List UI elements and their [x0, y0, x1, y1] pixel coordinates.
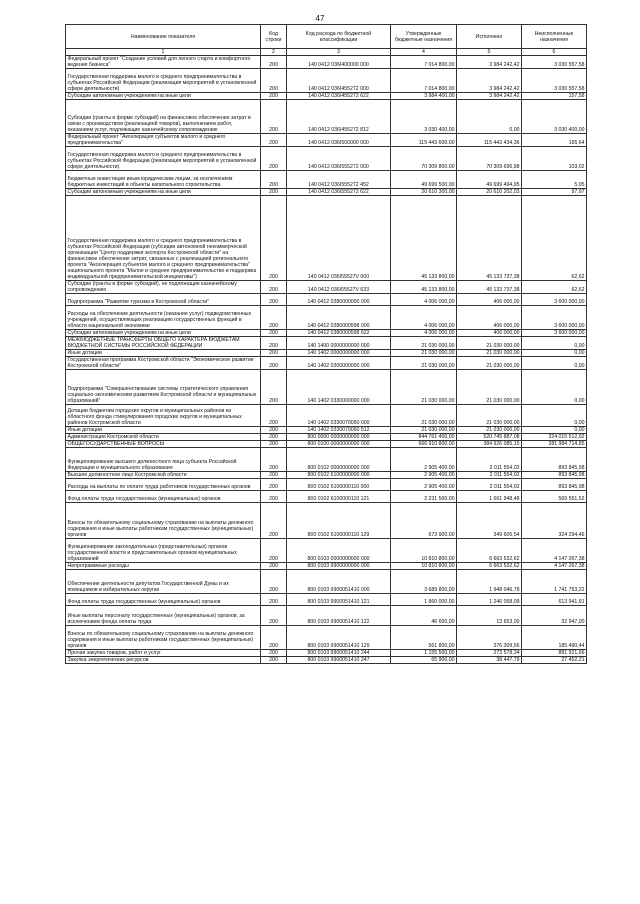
- row-budget-code: 800 0100 0000000000 000: [287, 441, 391, 448]
- table-row: [66, 171, 587, 189]
- row-budget-code: 800 0103 9900051410 247: [287, 657, 391, 664]
- row-approved: 844 761 400,00: [391, 434, 457, 441]
- row-name: Взносы по обязательному социальному страхованию на выплаты денежного содержания и иные выплаты работникам государственных (муниципальных) органов: [66, 503, 261, 539]
- row-budget-code: 140 1402 0330070050 512: [287, 427, 391, 434]
- row-name: Субсидии (гранты в форме субсидий) на финансовое обеспечение затрат в связи с производством (реализацией товаров), выполнением работ, оказанием услуг, подлежащие казначейскому сопровождению: [66, 100, 261, 134]
- row-unexecuted: 4 147 267,38: [522, 563, 587, 570]
- table-row: [66, 427, 587, 434]
- row-budget-code: 140 0412 036I500000 000: [287, 134, 391, 147]
- row-line-code: 200: [261, 370, 287, 405]
- row-budget-code: 140 0412 036I55527V 000: [287, 196, 391, 281]
- col-number: 5: [457, 49, 522, 56]
- table-row: [66, 294, 587, 306]
- row-budget-code: 140 0412 036I455272 812: [287, 100, 391, 134]
- row-unexecuted: 0,00: [522, 427, 587, 434]
- row-unexecuted: 27 452,21: [522, 657, 587, 664]
- row-unexecuted: 893 845,98: [522, 479, 587, 491]
- row-executed: 1 661 948,48: [457, 491, 522, 503]
- table-row: [66, 441, 587, 448]
- row-approved: 70 309 800,00: [391, 147, 457, 171]
- row-line-code: 200: [261, 357, 287, 370]
- table-row: [66, 491, 587, 503]
- row-approved: 2 231 500,00: [391, 491, 457, 503]
- row-unexecuted: 3 600 000,00: [522, 306, 587, 330]
- row-executed: 0,00: [457, 100, 522, 134]
- row-budget-code: 800 0102 6100000000 000: [287, 472, 391, 479]
- row-approved: 7 014 800,00: [391, 69, 457, 93]
- row-name: Дотации бюджетам городских округов и муниципальных районов из областного фонда стимулирования городских округов и муниципальных районов Костромской области: [66, 405, 261, 427]
- row-budget-code: 140 1402 0300000000 000: [287, 357, 391, 370]
- row-unexecuted: 3 600 000,00: [522, 330, 587, 337]
- row-executed: 406 000,00: [457, 294, 522, 306]
- table-row: [66, 337, 587, 350]
- row-name: Бюджетные инвестиции иным юридическим лицам, за исключением бюджетных инвестиций в объекты капитального строительства: [66, 171, 261, 189]
- row-approved: 46 600,00: [391, 606, 457, 626]
- col-number: 1: [66, 49, 261, 56]
- table-row: [66, 306, 587, 330]
- row-budget-code: 140 0412 036I455272 622: [287, 93, 391, 100]
- budget-execution-table: [65, 24, 587, 664]
- row-approved: 4 006 000,00: [391, 330, 457, 337]
- row-approved: 45 133 800,00: [391, 196, 457, 281]
- row-approved: 2 905 400,00: [391, 479, 457, 491]
- row-approved: 7 014 800,00: [391, 56, 457, 69]
- row-budget-code: 800 0102 6100000110 121: [287, 491, 391, 503]
- row-line-code: 200: [261, 294, 287, 306]
- row-approved: 21 030 000,00: [391, 350, 457, 357]
- row-executed: 45 133 737,38: [457, 281, 522, 294]
- row-name: ОБЩЕГОСУДАРСТВЕННЫЕ ВОПРОСЫ: [66, 441, 261, 448]
- row-line-code: 200: [261, 434, 287, 441]
- row-unexecuted: 62,62: [522, 196, 587, 281]
- row-name: Государственная поддержка малого и среднего предпринимательства в субъектах Российской Федерации (реализация мероприятий в установленной сфере деятельности): [66, 69, 261, 93]
- table-row: [66, 330, 587, 337]
- col-number: 6: [522, 49, 587, 56]
- table-row: [66, 350, 587, 357]
- row-approved: 49 699 500,00: [391, 171, 457, 189]
- row-approved: 21 030 000,00: [391, 357, 457, 370]
- row-budget-code: 140 1402 0000000000 000: [287, 350, 391, 357]
- row-name: Субсидии (гранты в форме субсидий), не подлежащие казначейскому сопровождению: [66, 281, 261, 294]
- row-budget-code: 140 0412 036I455272 000: [287, 69, 391, 93]
- row-approved: 65 900,00: [391, 657, 457, 664]
- row-name: Высшее должностное лицо Костромской области: [66, 472, 261, 479]
- table-row: [66, 100, 587, 134]
- row-executed: 49 699 494,95: [457, 171, 522, 189]
- row-unexecuted: 881 921,66: [522, 650, 587, 657]
- table-row: [66, 503, 587, 539]
- col-number: 4: [391, 49, 457, 56]
- row-line-code: 200: [261, 281, 287, 294]
- row-line-code: 200: [261, 594, 287, 606]
- table-row: [66, 434, 587, 441]
- row-budget-code: 140 0412 036I400000 000: [287, 56, 391, 69]
- row-line-code: 200: [261, 56, 287, 69]
- row-unexecuted: 0,00: [522, 357, 587, 370]
- header-approved: Утвержденные бюджетные назначения: [391, 25, 457, 49]
- row-executed: 349 605,54: [457, 503, 522, 539]
- row-unexecuted: 165,64: [522, 134, 587, 147]
- row-approved: 2 905 400,00: [391, 448, 457, 472]
- table-row: [66, 370, 587, 405]
- row-line-code: 200: [261, 570, 287, 594]
- row-budget-code: 800 0103 9900051410 129: [287, 626, 391, 650]
- table-row: [66, 134, 587, 147]
- row-approved: 3 984 400,00: [391, 93, 457, 100]
- row-line-code: 200: [261, 650, 287, 657]
- row-name: Расходы на выплаты по оплате труда работников государственных органов: [66, 479, 261, 491]
- row-name: Федеральный проект "Создание условий для легкого старта и комфортного ведения бизнеса": [66, 56, 261, 69]
- row-unexecuted: 0,00: [522, 337, 587, 350]
- header-budget-code: Код расхода по бюджетной классификации: [287, 25, 391, 49]
- row-line-code: 200: [261, 350, 287, 357]
- table-row: [66, 657, 587, 664]
- row-name: Функционирование высшего должностного лица субъекта Российской Федерации и муниципального образования: [66, 448, 261, 472]
- row-line-code: 200: [261, 196, 287, 281]
- row-line-code: 200: [261, 306, 287, 330]
- row-line-code: 200: [261, 171, 287, 189]
- table-row: [66, 189, 587, 196]
- header-line-code: Код строки: [261, 25, 287, 49]
- row-approved: 21 030 000,00: [391, 337, 457, 350]
- row-approved: 21 030 000,00: [391, 427, 457, 434]
- row-line-code: 200: [261, 503, 287, 539]
- row-approved: 3 030 400,00: [391, 100, 457, 134]
- row-line-code: 200: [261, 563, 287, 570]
- table-row: [66, 594, 587, 606]
- table-row: [66, 147, 587, 171]
- table-row: [66, 357, 587, 370]
- row-line-code: 200: [261, 626, 287, 650]
- table-row: [66, 563, 587, 570]
- row-executed: 3 984 242,42: [457, 69, 522, 93]
- row-name: Фонд оплаты труда государственных (муниципальных) органов: [66, 594, 261, 606]
- row-name: Фонд оплаты труда государственных (муниципальных) органов: [66, 491, 261, 503]
- row-approved: 673 900,00: [391, 503, 457, 539]
- row-line-code: 200: [261, 147, 287, 171]
- table-row: [66, 626, 587, 650]
- row-budget-code: 140 0412 0380000000 000: [287, 294, 391, 306]
- row-unexecuted: 4 147 267,38: [522, 539, 587, 563]
- row-executed: 6 663 532,62: [457, 539, 522, 563]
- row-executed: 406 000,00: [457, 330, 522, 337]
- row-executed: 21 030 000,00: [457, 337, 522, 350]
- row-line-code: 200: [261, 189, 287, 196]
- row-line-code: 200: [261, 330, 287, 337]
- row-executed: 384 926 085,15: [457, 441, 522, 448]
- row-unexecuted: 3 030 557,58: [522, 69, 587, 93]
- row-line-code: 200: [261, 657, 287, 664]
- row-executed: 406 000,00: [457, 306, 522, 330]
- row-name: Функционирование законодательных (представительных) органов государственной власти и представительных органов муниципальных образований: [66, 539, 261, 563]
- header-name: Наименование показателя: [66, 25, 261, 49]
- row-unexecuted: 324 294,46: [522, 503, 587, 539]
- row-budget-code: 800 0103 9900000000 000: [287, 563, 391, 570]
- row-name: Государственная программа Костромской области "Экономическое развитие Костромской области": [66, 357, 261, 370]
- row-line-code: 200: [261, 69, 287, 93]
- row-line-code: 200: [261, 134, 287, 147]
- row-executed: 70 309 696,98: [457, 147, 522, 171]
- row-name: Иные дотации: [66, 427, 261, 434]
- row-approved: 10 810 800,00: [391, 563, 457, 570]
- row-unexecuted: 613 941,91: [522, 594, 587, 606]
- table-body: [66, 56, 587, 664]
- page-number: 47: [315, 14, 325, 23]
- row-name: Подпрограмма "Развитие туризма в Костромской области": [66, 294, 261, 306]
- row-approved: 666 910 800,00: [391, 441, 457, 448]
- row-line-code: 200: [261, 479, 287, 491]
- row-budget-code: 800 0102 0000000000 000: [287, 448, 391, 472]
- table-row: [66, 196, 587, 281]
- row-approved: 4 006 000,00: [391, 306, 457, 330]
- row-line-code: 200: [261, 539, 287, 563]
- row-budget-code: 140 0412 036I555272 622: [287, 189, 391, 196]
- row-line-code: 200: [261, 491, 287, 503]
- row-line-code: 200: [261, 472, 287, 479]
- row-budget-code: 140 1402 0330070050 000: [287, 405, 391, 427]
- row-unexecuted: 0,00: [522, 370, 587, 405]
- row-executed: 21 030 000,00: [457, 405, 522, 427]
- row-line-code: 200: [261, 405, 287, 427]
- row-unexecuted: 5,05: [522, 171, 587, 189]
- table-row: [66, 69, 587, 93]
- row-approved: 1 155 500,00: [391, 650, 457, 657]
- row-executed: 520 745 887,08: [457, 434, 522, 441]
- row-name: Расходы на обеспечение деятельности (оказание услуг) подведомственных учреждений, осуществляющих реализацию государственных функций в области национальной экономики: [66, 306, 261, 330]
- row-executed: 45 133 737,38: [457, 196, 522, 281]
- row-budget-code: 140 0412 036I555272 452: [287, 171, 391, 189]
- row-line-code: 200: [261, 448, 287, 472]
- row-budget-code: 140 0412 036I55527V 633: [287, 281, 391, 294]
- row-executed: 3 984 242,42: [457, 56, 522, 69]
- row-budget-code: 800 0102 6100000110 000: [287, 479, 391, 491]
- table-row: [66, 479, 587, 491]
- row-approved: 561 800,00: [391, 626, 457, 650]
- row-approved: 1 860 000,00: [391, 594, 457, 606]
- table-row: [66, 56, 587, 69]
- row-budget-code: 800 0103 9900051410 121: [287, 594, 391, 606]
- row-executed: 21 030 000,00: [457, 357, 522, 370]
- row-budget-code: 800 0000 0000000000 000: [287, 434, 391, 441]
- table-row: [66, 405, 587, 427]
- row-executed: 20 610 202,03: [457, 189, 522, 196]
- table-row: [66, 281, 587, 294]
- row-unexecuted: 324 015 512,92: [522, 434, 587, 441]
- row-name: Государственная поддержка малого и среднего предпринимательства в субъектах Российской Федерации (субсидии автономной некоммерческой организации "Центр поддержки экспорта Костромской области" на финансовое обеспечение затрат, связанных с реализацией регионального проекта "Акселерация субъектов малого и среднего предпринимательства" национального проекта "Малое и среднее предпринимательство и поддержка индивидуальной предпринимательской инициативы"): [66, 196, 261, 281]
- row-name: МЕЖБЮДЖЕТНЫЕ ТРАНСФЕРТЫ ОБЩЕГО ХАРАКТЕРА БЮДЖЕТАМ БЮДЖЕТНОЙ СИСТЕМЫ РОССИЙСКОЙ ФЕДЕРАЦИИ: [66, 337, 261, 350]
- row-executed: 3 984 242,42: [457, 93, 522, 100]
- table-row: [66, 570, 587, 594]
- row-unexecuted: 3 030 400,00: [522, 100, 587, 134]
- row-name: Иные выплаты персоналу государственных (муниципальных) органов, за исключением фонда оплаты труда: [66, 606, 261, 626]
- row-executed: 21 030 000,00: [457, 350, 522, 357]
- row-budget-code: 800 0103 9900051410 244: [287, 650, 391, 657]
- row-name: Иные дотации: [66, 350, 261, 357]
- row-unexecuted: 103,02: [522, 147, 587, 171]
- row-budget-code: 140 1402 0330000000 000: [287, 370, 391, 405]
- row-name: Взносы по обязательному социальному страхованию на выплаты денежного содержания и иные выплаты работникам государственных (муниципальных) органов: [66, 626, 261, 650]
- row-name: Субсидии автономным учреждениям на иные цели: [66, 93, 261, 100]
- row-unexecuted: 97,97: [522, 189, 587, 196]
- row-executed: 21 030 000,00: [457, 427, 522, 434]
- row-approved: 21 030 000,00: [391, 370, 457, 405]
- column-number-row: [66, 49, 587, 56]
- row-approved: 45 133 800,00: [391, 281, 457, 294]
- row-name: Непрограммные расходы: [66, 563, 261, 570]
- row-name: Прочая закупка товаров, работ и услуг: [66, 650, 261, 657]
- row-name: Субсидии автономным учреждениям на иные цели: [66, 189, 261, 196]
- row-unexecuted: 1 741 753,22: [522, 570, 587, 594]
- row-budget-code: 800 0103 9900051410 000: [287, 570, 391, 594]
- row-line-code: 200: [261, 427, 287, 434]
- row-unexecuted: 32 947,00: [522, 606, 587, 626]
- table-row: [66, 650, 587, 657]
- row-budget-code: 800 0103 9900051410 122: [287, 606, 391, 626]
- row-line-code: 200: [261, 337, 287, 350]
- row-unexecuted: 3 600 000,00: [522, 294, 587, 306]
- row-unexecuted: 157,58: [522, 93, 587, 100]
- row-approved: 10 810 800,00: [391, 539, 457, 563]
- row-unexecuted: 185 490,44: [522, 626, 587, 650]
- row-budget-code: 140 1400 0000000000 000: [287, 337, 391, 350]
- row-unexecuted: 62,62: [522, 281, 587, 294]
- row-unexecuted: 281 984 714,85: [522, 441, 587, 448]
- row-budget-code: 140 0412 0380000598 000: [287, 306, 391, 330]
- row-executed: 115 443 434,36: [457, 134, 522, 147]
- table-row: [66, 448, 587, 472]
- row-name: Администрация Костромской области: [66, 434, 261, 441]
- row-executed: 1 948 046,78: [457, 570, 522, 594]
- row-budget-code: 140 0412 0380000598 622: [287, 330, 391, 337]
- row-name: Федеральный проект "Акселерация субъектов малого и среднего предпринимательства": [66, 134, 261, 147]
- row-unexecuted: 0,00: [522, 405, 587, 427]
- table-row: [66, 539, 587, 563]
- row-approved: 4 006 000,00: [391, 294, 457, 306]
- row-executed: 376 309,56: [457, 626, 522, 650]
- row-unexecuted: 0,00: [522, 350, 587, 357]
- row-name: Субсидии автономным учреждениям на иные цели: [66, 330, 261, 337]
- row-executed: 2 011 554,02: [457, 479, 522, 491]
- row-approved: 3 689 800,00: [391, 570, 457, 594]
- row-approved: 2 905 400,00: [391, 472, 457, 479]
- row-budget-code: 800 0103 0000000000 000: [287, 539, 391, 563]
- col-number: 2: [261, 49, 287, 56]
- table-row: [66, 606, 587, 626]
- row-executed: 2 011 554,02: [457, 472, 522, 479]
- col-number: 3: [287, 49, 391, 56]
- row-executed: 6 663 532,62: [457, 563, 522, 570]
- row-budget-code: 140 0412 036I555272 000: [287, 147, 391, 171]
- row-approved: 115 443 600,00: [391, 134, 457, 147]
- row-name: Подпрограмма "Совершенствование системы стратегического управления социально-экономическим развитием Костромской области и муниципальных образований": [66, 370, 261, 405]
- row-executed: 1 246 058,09: [457, 594, 522, 606]
- row-executed: 13 653,00: [457, 606, 522, 626]
- header-row: [66, 25, 587, 49]
- table-row: [66, 93, 587, 100]
- header-unexecuted: Неисполненные назначения: [522, 25, 587, 49]
- row-unexecuted: 893 845,98: [522, 472, 587, 479]
- row-line-code: 200: [261, 100, 287, 134]
- row-unexecuted: 3 030 557,58: [522, 56, 587, 69]
- row-approved: 20 610 300,00: [391, 189, 457, 196]
- row-name: Закупка энергетических ресурсов: [66, 657, 261, 664]
- row-executed: 21 030 000,00: [457, 370, 522, 405]
- row-name: Обеспечение деятельности депутатов Государственной Думы и их помощников в избирательных округах: [66, 570, 261, 594]
- row-line-code: 200: [261, 93, 287, 100]
- row-executed: 273 578,34: [457, 650, 522, 657]
- row-unexecuted: 893 845,98: [522, 448, 587, 472]
- row-budget-code: 800 0102 6100000110 129: [287, 503, 391, 539]
- row-unexecuted: 569 551,52: [522, 491, 587, 503]
- row-name: Государственная поддержка малого и среднего предпринимательства в субъектах Российской Федерации (реализация мероприятий в установленной сфере деятельности): [66, 147, 261, 171]
- row-executed: 38 447,79: [457, 657, 522, 664]
- row-line-code: 200: [261, 441, 287, 448]
- row-executed: 2 011 554,02: [457, 448, 522, 472]
- row-line-code: 200: [261, 606, 287, 626]
- table-row: [66, 472, 587, 479]
- header-executed: Исполнено: [457, 25, 522, 49]
- row-approved: 21 030 000,00: [391, 405, 457, 427]
